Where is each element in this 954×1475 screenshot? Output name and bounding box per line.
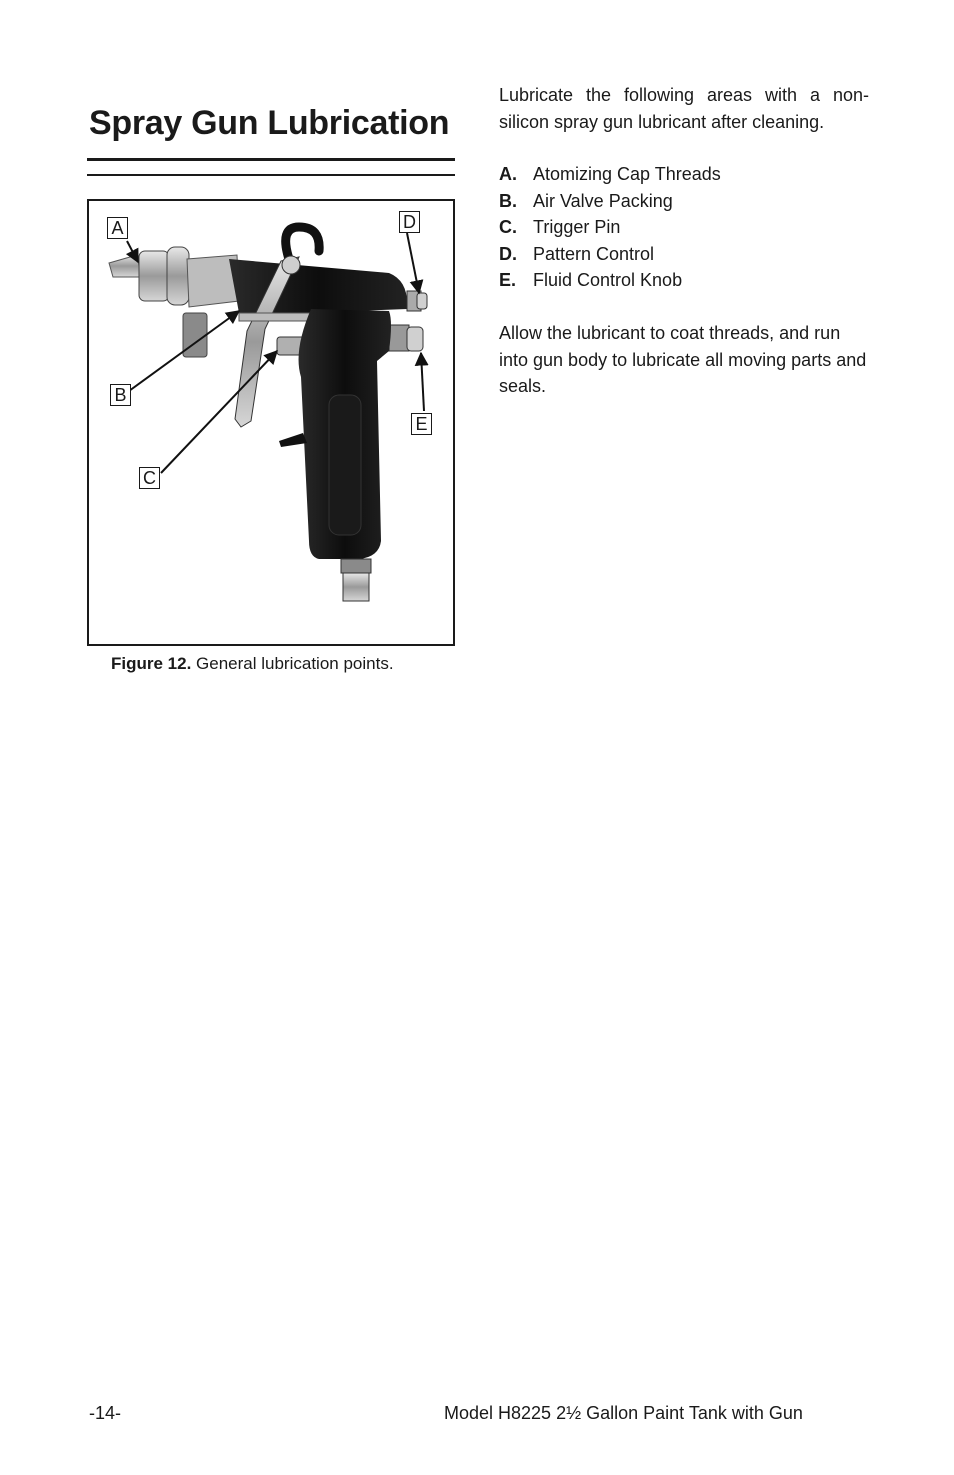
figure-caption	[111, 654, 394, 674]
list-item-letter: E.	[499, 270, 517, 290]
list-item-label: Atomizing Cap Threads	[533, 164, 721, 184]
figure-caption-text: General lubrication points.	[196, 654, 394, 673]
list-item	[499, 241, 869, 268]
list-item	[499, 267, 869, 294]
figure-12	[87, 199, 455, 646]
lubrication-list	[499, 161, 869, 294]
callout-b: B	[110, 384, 131, 406]
list-item-letter: B.	[499, 190, 517, 211]
list-item-letter: A.	[499, 164, 517, 184]
footer-model: Model H8225 2½ Gallon Paint Tank with Gun	[444, 1403, 803, 1423]
list-item-label: Trigger Pin	[533, 217, 621, 237]
list-item-label: Fluid Control Knob	[533, 270, 683, 290]
list-item-label: Air Valve Packing	[533, 190, 673, 211]
leader-c	[161, 351, 277, 473]
outro-paragraph: Allow the lubricant to coat threads, and run into gun body to lubricate all moving parts and seals.	[499, 323, 867, 396]
page-number: -14-	[89, 1403, 122, 1423]
callout-e: E	[411, 413, 432, 435]
intro-paragraph: Lubricate the following areas with a non-silicon spray gun lubricant after cleaning.	[499, 85, 869, 132]
figure-caption-label: Figure 12.	[111, 654, 192, 673]
callout-c: C	[139, 467, 160, 489]
list-item-letter: C.	[499, 217, 517, 237]
title-rule-top	[87, 158, 455, 161]
spray-gun-illustration	[89, 201, 453, 644]
callout-a: A	[107, 217, 128, 239]
list-item	[499, 214, 869, 241]
list-item	[499, 188, 869, 215]
leader-d	[407, 233, 419, 293]
list-item	[499, 161, 869, 188]
list-item-label: Pattern Control	[533, 243, 655, 264]
leader-e	[421, 353, 424, 411]
title-rule-bottom	[87, 174, 455, 176]
page-title: Spray Gun Lubrication	[89, 104, 450, 142]
list-item-letter: D.	[499, 243, 517, 264]
callout-d: D	[399, 211, 420, 233]
